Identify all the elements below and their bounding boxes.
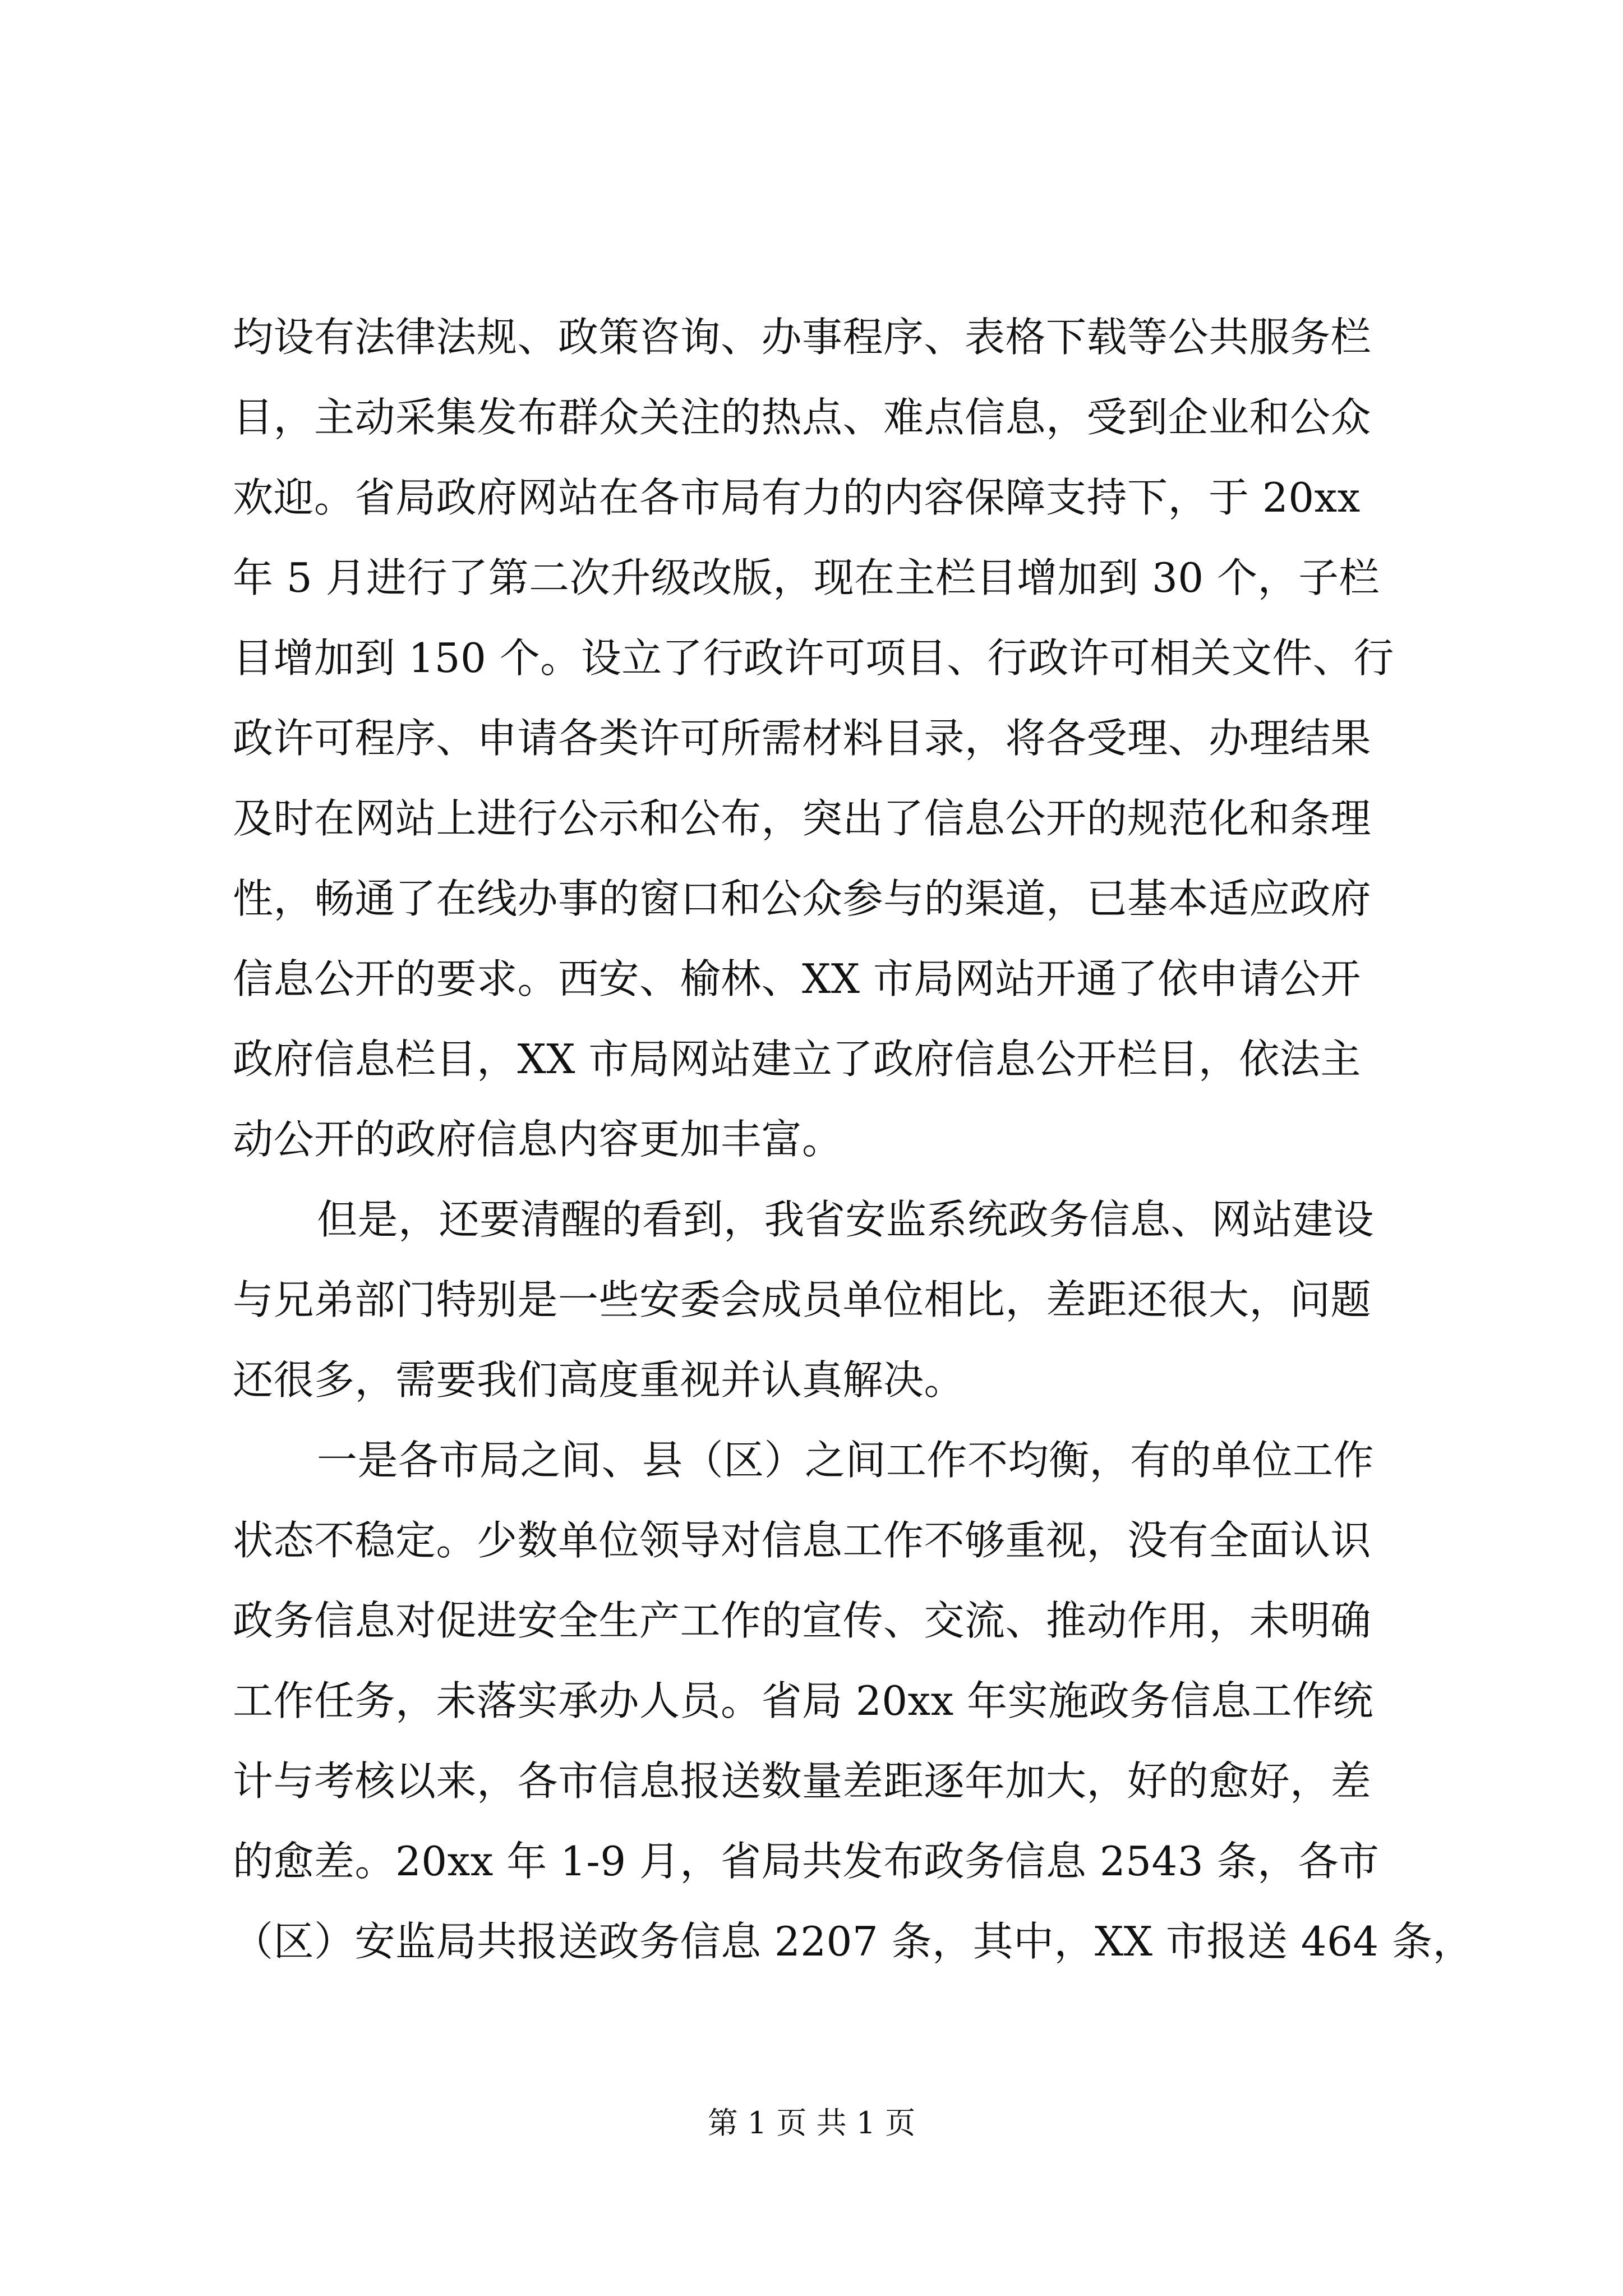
text-line: 目增加到 150 个。设立了行政许可项目、行政许可相关文件、行 bbox=[233, 634, 1394, 682]
paragraph-start-line: 一是各市局之间、县（区）之间工作不均衡，有的单位工作 bbox=[317, 1437, 1375, 1484]
text-line: 政务信息对促进安全生产工作的宣传、交流、推动作用，未明确 bbox=[233, 1597, 1372, 1644]
text-line: 计与考核以来，各市信息报送数量差距逐年加大，好的愈好，差 bbox=[233, 1757, 1372, 1805]
text-line: 欢迎。省局政府网站在各市局有力的内容保障支持下，于 20xx bbox=[233, 474, 1361, 521]
text-line: 性，畅通了在线办事的窗口和公众参与的渠道，已基本适应政府 bbox=[233, 875, 1372, 922]
text-line: （区）安监局共报送政务信息 2207 条，其中，XX 市报送 464 条， bbox=[233, 1918, 1474, 1965]
paragraph-start-line: 但是，还要清醒的看到，我省安监系统政务信息、网站建设 bbox=[317, 1196, 1375, 1243]
text-line: 及时在网站上进行公示和公布，突出了信息公开的规范化和条理 bbox=[233, 795, 1372, 842]
text-line: 政府信息栏目，XX 市局网站建立了政府信息公开栏目，依法主 bbox=[233, 1036, 1361, 1083]
text-line: 均设有法律法规、政策咨询、办事程序、表格下载等公共服务栏 bbox=[233, 314, 1372, 361]
text-line: 年 5 月进行了第二次升级改版，现在主栏目增加到 30 个，子栏 bbox=[233, 554, 1380, 601]
text-line: 与兄弟部门特别是一些安委会成员单位相比，差距还很大，问题 bbox=[233, 1276, 1372, 1323]
text-line: 目，主动采集发布群众关注的热点、难点信息，受到企业和公众 bbox=[233, 394, 1372, 441]
document-body bbox=[233, 297, 1474, 1982]
text-line: 政许可程序、申请各类许可所需材料目录，将各受理、办理结果 bbox=[233, 715, 1372, 762]
text-line: 信息公开的要求。西安、榆林、XX 市局网站开通了依申请公开 bbox=[233, 955, 1361, 1002]
text-line: 动公开的政府信息内容更加丰富。 bbox=[233, 1116, 843, 1163]
text-line: 状态不稳定。少数单位领导对信息工作不够重视，没有全面认识 bbox=[233, 1517, 1372, 1564]
text-line: 还很多，需要我们高度重视并认真解决。 bbox=[233, 1356, 965, 1404]
text-line: 的愈差。20xx 年 1-9 月，省局共发布政务信息 2543 条，各市 bbox=[233, 1838, 1380, 1885]
text-line: 工作任务，未落实承办人员。省局 20xx 年实施政务信息工作统 bbox=[233, 1677, 1374, 1724]
page-footer: 第 1 页 共 1 页 bbox=[707, 2105, 916, 2141]
